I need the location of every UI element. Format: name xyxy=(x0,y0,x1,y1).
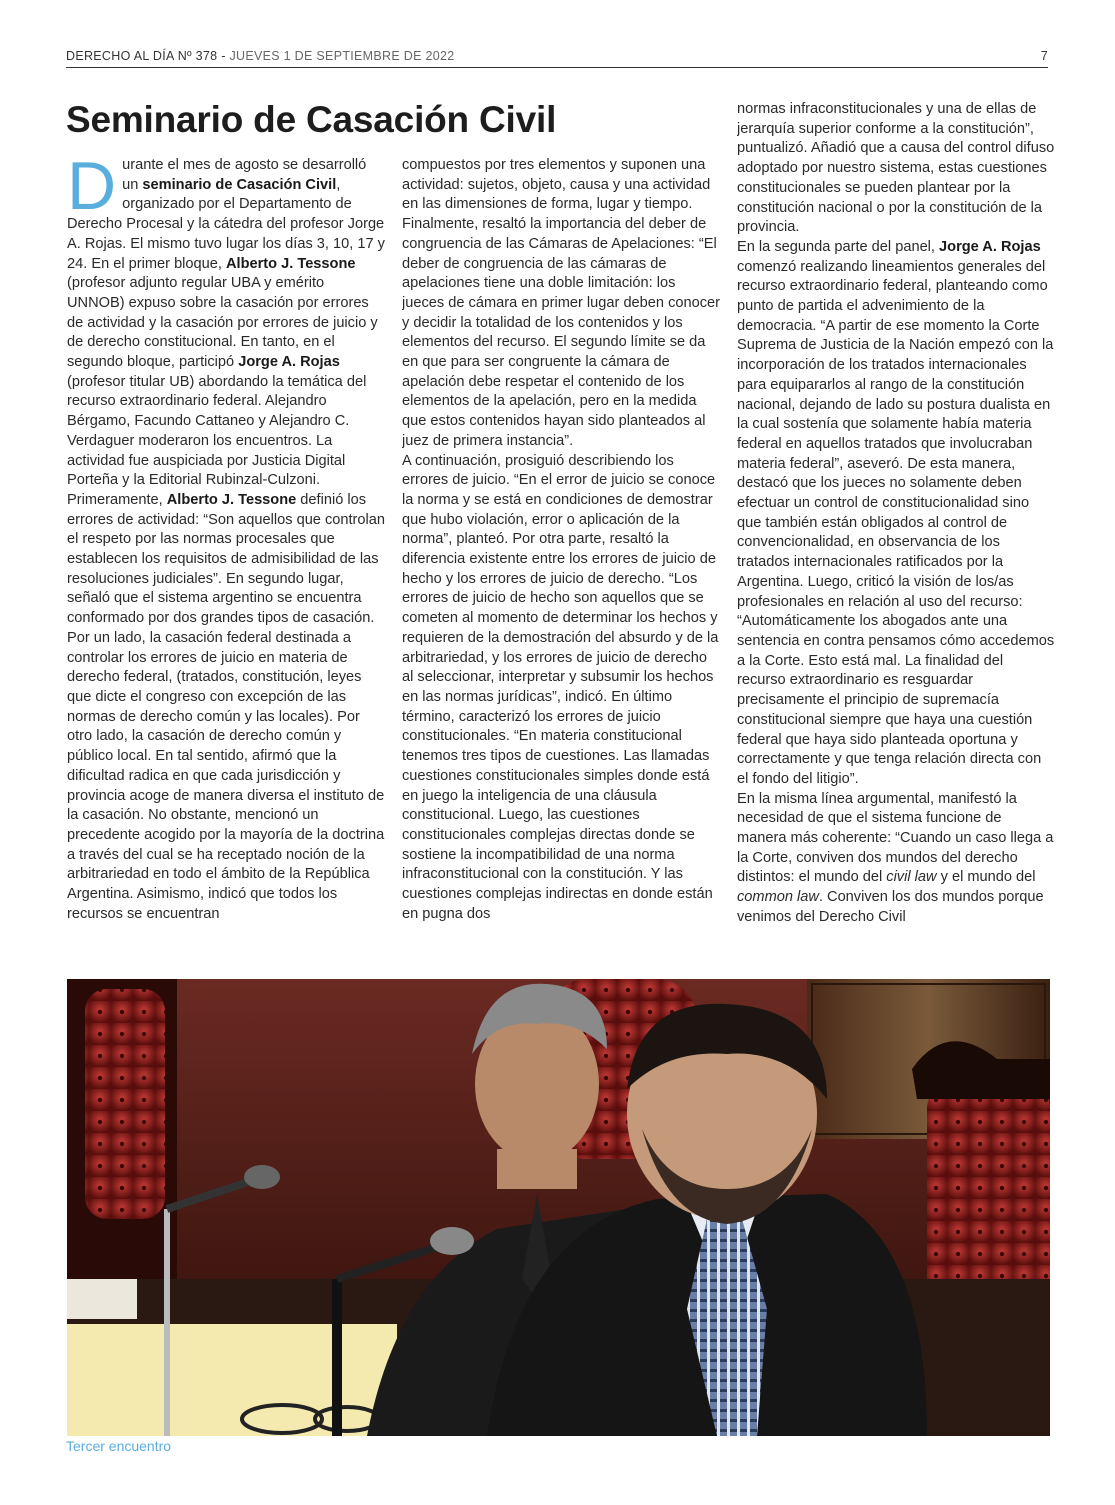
bold-run: seminario de Casación Civil xyxy=(142,176,337,193)
paragraph xyxy=(737,238,1055,790)
page-number: 7 xyxy=(1040,49,1048,63)
bold-run: Jorge A. Rojas xyxy=(939,238,1041,255)
text-run: En la misma línea argumental, manifestó la necesidad de que el sistema funcione de manera más coherente: “Cuando un caso llega a la Corte, conviven dos mundos del derecho distintos: el mundo del xyxy=(737,790,1054,886)
paragraph: compuestos por tres elementos y suponen una actividad: sujetos, objeto, causa y una actividad en las dimensiones de forma, lugar y tiempo. Finalmente, resaltó la importancia del deber de congruencia de las Cámaras de Apelaciones: “El deber de congruencia de las cámaras de apelaciones tiene una doble limitación: los jueces de cámara en primer lugar deben conocer y decidir la totalidad de los contenidos y los elementos del recurso. El segundo límite se da en que para ser congruente la cámara de apelación debe respetar el contenido de los elementos de la apelación, pero en la medida que estos contenidos hayan sido planteados al juez de primera instancia”. xyxy=(402,157,720,449)
italic-run: common law xyxy=(737,889,819,906)
photo-caption: Tercer encuentro xyxy=(66,1438,172,1454)
drop-cap: D xyxy=(67,156,117,224)
article-title: Seminario de Casación Civil xyxy=(66,99,557,140)
paragraph xyxy=(67,156,385,491)
paragraph xyxy=(67,491,385,924)
bold-run: Alberto J. Tessone xyxy=(226,255,356,272)
photo-illustration xyxy=(67,979,1050,1436)
italic-run: civil law xyxy=(886,869,937,886)
page-header xyxy=(66,47,1048,68)
bold-run: Alberto J. Tessone xyxy=(166,491,297,508)
article-column-2 xyxy=(402,156,720,964)
text-run: comenzó realizando lineamientos generales del recurso extraordinario federal, planteando como punto de partida el advenimiento de la democracia. “A partir de ese momento la Corte Suprema de Justicia de la Nación empezó con la incorporación de los tratados internacionales para equipararlos al rango de la constitución nacional, dejando de lado su postura dualista en la cual sostenía que solamente había materia federal en aquellos tratados que involucraban materia federal”, aseveró. De esta manera, destacó que los jueces no solamente deben efectuar un control de constitucionalidad sino que también están obligados al control de convencionalidad, en observancia de los tratados internacionales ratificados por la Argentina. Luego, criticó la visión de los/as profesionales en relación al uso del recurso: “Automáticamente los abogados ante una sentencia en contra pensamos cómo accedemos a la Corte. Esto está mal. La finalidad del recurso extraordinario es resguardar precisamente el principio de supremacía constitucional siempre que haya una cuestión federal que haya sido planteada oportuna y correctamente y que tenga relación directa con el fondo del litigio”. xyxy=(737,258,1055,787)
text-run: En la segunda parte del panel, xyxy=(737,238,940,255)
publication-name: DERECHO AL DÍA Nº 378 - xyxy=(66,49,226,63)
text-run: Primeramente, xyxy=(67,491,167,508)
text-run: definió los errores de actividad: “Son aquellos que controlan el respeto por las normas procesales que establecen los requisitos de admisibilidad de las resoluciones judiciales”. En segundo lugar, señaló que el sistema argentino se encuentra conformado por dos grandes tipos de casación. Por un lado, la casación federal destinada a controlar los errores de juicio en materia de derecho federal, (tratados, constitución, leyes que dicte el congreso con excepción de las normas de derecho común y las locales). Por otro lado, la casación de derecho común y público local. En tal sentido, afirmó que la dificultad radica en que cada jurisdicción y provincia acoge de manera diversa el instituto de la casación. No obstante, mencionó un precedente acogido por la mayoría de la doctrina a través del cual se ha receptado noción de la arbitrariedad en todo el ámbito de la República Argentina. Asimismo, indicó que todos los recursos se encuentran xyxy=(67,491,385,922)
microphone-right xyxy=(430,1227,474,1255)
article-column-1 xyxy=(67,156,385,964)
bold-run: Jorge A. Rojas xyxy=(238,354,340,371)
publication-date: JUEVES 1 DE SEPTIEMBRE DE 2022 xyxy=(229,49,455,63)
microphone-left xyxy=(244,1165,280,1189)
paragraph xyxy=(737,790,1055,928)
publication-line xyxy=(66,49,455,63)
text-run: , organizado por el Departamento de Derecho Procesal y la cátedra del profesor Jorge A. Rojas. El mismo tuvo lugar los días 3, 10, 17 y 24. En el primer bloque, xyxy=(67,176,385,272)
text-run: urante el mes de agosto se desarrolló un xyxy=(122,157,367,193)
text-run: y el mundo del xyxy=(936,869,1036,886)
paragraph: normas infraconstitucionales y una de ellas de jerarquía superior conforme a la constitución”, puntualizó. Añadió que a causa del control difuso adoptado por nuestro sistema, estas cuestiones constitucionales se pueden plantear por la constitución nacional o por la constitución de la provincia. xyxy=(737,101,1055,236)
article-column-3 xyxy=(737,100,1055,966)
paragraph: A continuación, prosiguió describiendo los errores de juicio. “En el error de juicio se conoce la norma y se está en condiciones de demostrar que hubo violación, error o aplicación de la norma”, planteó. Por otra parte, resaltó la diferencia existente entre los errores de juicio de hecho y los errores de juicio de derecho. “Los errores de juicio de hecho son aquellos que se cometen al momento de determinar los hechos y requieren de la demostración del absurdo y de la arbitrariedad, y los errores de juicio de derecho al seleccionar, interpretar y subsumir los hechos en las normas jurídicas”, indicó. En último término, caracterizó los errores de juicio constitucionales. “En materia constitucional tenemos tres tipos de cuestiones. Las llamadas cuestiones constitucionales simples donde está en juego la inteligencia de una cláusula constitucional. Luego, las cuestiones constitucionales complejas directas donde se sostiene la incompatibilidad de una norma infraconstitucional con la constitución. Y las cuestiones complejas indirectas en donde están en pugna dos xyxy=(402,452,719,922)
left-red-chair xyxy=(85,989,165,1219)
text-run: (profesor titular UB) abordando la temática del recurso extraordinario federal. Alejandro Bérgamo, Facundo Cattaneo y Alejandro C. Verdaguer moderaron los encuentros. La actividad fue auspiciada por Justicia Digital Porteña y la Editorial Rubinzal-Culzoni. xyxy=(67,373,367,489)
text-run: (profesor adjunto regular UBA y emérito UNNOB) expuso sobre la casación por errores de actividad y la casación por errores de juicio y de derecho constitucional. En tanto, en el segundo bloque, participó xyxy=(67,275,378,371)
event-photo xyxy=(67,979,1050,1436)
book xyxy=(67,1279,137,1319)
text-run: . Conviven los dos mundos porque venimos del Derecho Civil xyxy=(737,889,1044,925)
papers xyxy=(67,1324,397,1436)
